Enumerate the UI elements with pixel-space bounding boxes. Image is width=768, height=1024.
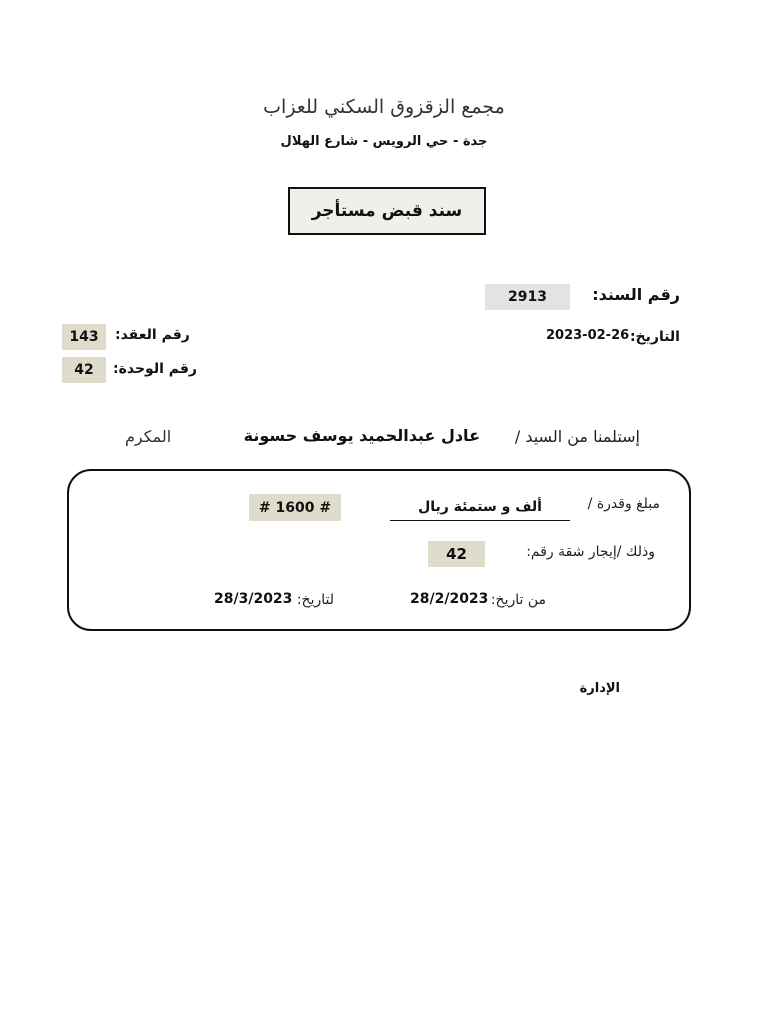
rent-apartment-label: وذلك /إيجار شقة رقم: [526, 544, 655, 560]
apartment-number-value: 42 [428, 541, 485, 567]
voucher-number-label: رقم السند: [592, 285, 680, 304]
unit-number-label: رقم الوحدة: [113, 361, 197, 377]
to-date-value: 28/3/2023 [214, 591, 293, 607]
contract-number-value: 143 [62, 324, 106, 350]
honorific-label: المكرم [125, 427, 172, 446]
from-date-value: 28/2/2023 [410, 591, 489, 607]
received-from-label: إستلمنا من السيد / [514, 427, 640, 446]
unit-number-value: 42 [62, 357, 106, 383]
organization-name: مجمع الزقزوق السكني للعزاب [263, 96, 505, 118]
amount-label: مبلغ وقدرة / [587, 496, 660, 512]
amount-in-words: ألف و ستمئة ريال [390, 494, 570, 521]
from-date-label: من تاريخ: [490, 592, 546, 608]
to-date-label: لتاريخ: [296, 592, 334, 608]
voucher-number-value: 2913 [485, 284, 570, 310]
amount-number: # 1600 # [249, 494, 341, 521]
organization-address: جدة - حي الرويس - شارع الهلال [280, 134, 488, 149]
tenant-name: عادل عبدالحميد يوسف حسونة [243, 426, 480, 445]
contract-number-label: رقم العقد: [115, 327, 190, 343]
administration-signature-label: الإدارة [579, 681, 620, 696]
document-title: سند قبض مستأجر [288, 187, 486, 235]
date-value: 2023-02-26 [546, 328, 630, 343]
date-label: التاريخ: [629, 329, 680, 345]
